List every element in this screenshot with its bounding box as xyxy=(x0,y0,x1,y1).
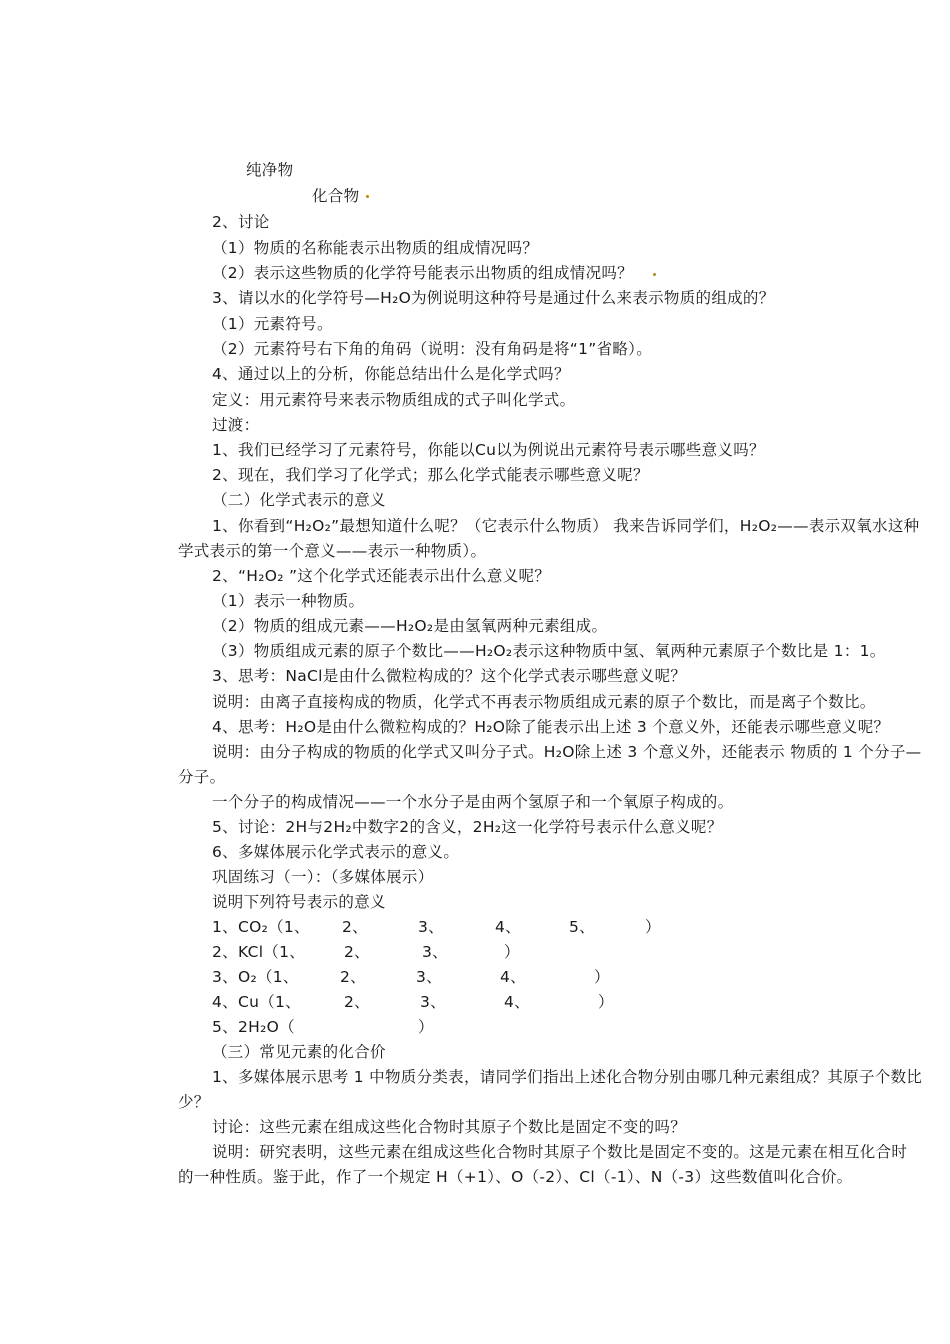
text-transition-2: 2、现在，我们学习了化学式；那么化学式能表示哪些意义呢？ xyxy=(212,466,649,484)
text-transition: 过渡： xyxy=(212,416,260,434)
text-valence-note-cont: 的一种性质。鉴于此，作了一个规定 H（+1）、O（-2）、Cl（-1）、N（-3）这些数值叫化合价。 xyxy=(178,1168,853,1186)
exercise-cell: ） xyxy=(598,993,614,1011)
exercise-cell: 3、 xyxy=(416,968,442,986)
text-p1-cont: 学式表示的第一个意义——表示一种物质）。 xyxy=(178,542,487,560)
exercise-cell: 1、CO₂（1、 xyxy=(212,918,310,936)
text-valence-note: 说明：研究表明，这些元素在组成这些化合物时其原子个数比是固定不变的。这是元素在相互化合时 xyxy=(212,1143,908,1161)
text-discussion-heading: 2、讨论 xyxy=(212,213,270,231)
text-p1: 1、你看到“H₂O₂”最想知道什么呢？（它表示什么物质） 我来告诉同学们，H₂O₂——表示双氧水这种 xyxy=(212,517,920,535)
text-q1: （1）物质的名称能表示出物质的组成情况吗？ xyxy=(212,239,539,257)
text-note-ions: 说明：由离子直接构成的物质，化学式不再表示物质组成元素的原子个数比，而是离子个数比。 xyxy=(212,693,876,711)
text-a1: （1）元素符号。 xyxy=(212,315,333,333)
exercise-instruction: 说明下列符号表示的意义 xyxy=(212,893,386,911)
text-meaning-2: （2）物质的组成元素——H₂O₂是由氢氧两种元素组成。 xyxy=(212,617,608,635)
text-valence-1: 1、多媒体展示思考 1 中物质分类表，请同学们指出上述化合物分别由哪几种元素组成？其原子个数比 xyxy=(212,1068,923,1086)
exercise-cell: 5、2H₂O（ xyxy=(212,1018,295,1036)
text-molecule-structure: 一个分子的构成情况——一个水分子是由两个氢原子和一个氧原子构成的。 xyxy=(212,793,734,811)
text-meaning-3: （3）物质组成元素的原子个数比——H₂O₂表示这种物质中氢、氧两种元素原子个数比是 1：1。 xyxy=(212,642,886,660)
text-q2: （2）表示这些物质的化学符号能表示出物质的组成情况吗？ xyxy=(212,264,633,282)
exercise-cell: 4、 xyxy=(500,968,526,986)
text-transition-1: 1、我们已经学习了元素符号，你能以Cu以为例说出元素符号表示哪些意义吗？ xyxy=(212,441,765,459)
text-p5: 5、讨论：2H与2H₂中数字2的含义，2H₂这一化学符号表示什么意义呢？ xyxy=(212,818,723,836)
text-q3: 3、请以水的化学符号—H₂O为例说明这种符号是通过什么来表示物质的组成的？ xyxy=(212,289,775,307)
exercise-cell: 2、KCl（1、 xyxy=(212,943,306,961)
text-a2: （2）元素符号右下角的角码（说明：没有角码是将“1”省略）。 xyxy=(212,340,653,358)
text-p3: 3、思考：NaCl是由什么微粒构成的？这个化学式表示哪些意义呢？ xyxy=(212,667,687,685)
exercise-heading: 巩固练习（一）：（多媒体展示） xyxy=(212,868,434,886)
exercise-cell: 3、O₂（1、 xyxy=(212,968,299,986)
text-q4: 4、通过以上的分析，你能总结出什么是化学式吗？ xyxy=(212,365,570,383)
text-p4: 4、思考：H₂O是由什么微粒构成的？H₂O除了能表示出上述 3 个意义外，还能表示哪些意义呢？ xyxy=(212,718,890,736)
exercise-cell: 4、Cu（1、 xyxy=(212,993,301,1011)
exercise-cell: 3、 xyxy=(418,918,444,936)
exercise-cell: ） xyxy=(645,918,661,936)
text-meaning-1: （1）表示一种物质。 xyxy=(212,592,365,610)
exercise-cell: 5、 xyxy=(569,918,595,936)
exercise-cell: 2、 xyxy=(342,918,368,936)
exercise-cell: 2、 xyxy=(344,993,370,1011)
text-valence-1-cont: 少？ xyxy=(178,1093,210,1111)
exercise-cell: 4、 xyxy=(504,993,530,1011)
exercise-cell: ） xyxy=(594,968,610,986)
text-p2: 2、“H₂O₂ ”这个化学式还能表示出什么意义呢？ xyxy=(212,567,551,585)
text-compound: 化合物 xyxy=(312,187,360,205)
exercise-cell: ） xyxy=(504,943,520,961)
section-heading-3: （三）常见元素的化合价 xyxy=(212,1043,386,1061)
text-p6: 6、多媒体展示化学式表示的意义。 xyxy=(212,843,460,861)
text-definition: 定义：用元素符号来表示物质组成的式子叫化学式。 xyxy=(212,391,576,409)
exercise-cell: 4、 xyxy=(495,918,521,936)
section-heading-2: （二）化学式表示的意义 xyxy=(212,491,386,509)
stray-mark xyxy=(366,195,369,198)
text-pure-substance: 纯净物 xyxy=(246,161,294,179)
exercise-cell: 3、 xyxy=(422,943,448,961)
text-note-molecule: 说明：由分子构成的物质的化学式又叫分子式。H₂O除上述 3 个意义外，还能表示 物质的 1 个分子— xyxy=(212,743,922,761)
text-note-molecule-cont: 分子。 xyxy=(178,768,226,786)
exercise-cell: 2、 xyxy=(344,943,370,961)
text-valence-discussion: 讨论：这些元素在组成这些化合物时其原子个数比是固定不变的吗？ xyxy=(212,1118,687,1136)
exercise-cell: 3、 xyxy=(420,993,446,1011)
exercise-cell: 2、 xyxy=(340,968,366,986)
exercise-cell: ） xyxy=(418,1018,434,1036)
stray-mark xyxy=(653,273,656,276)
